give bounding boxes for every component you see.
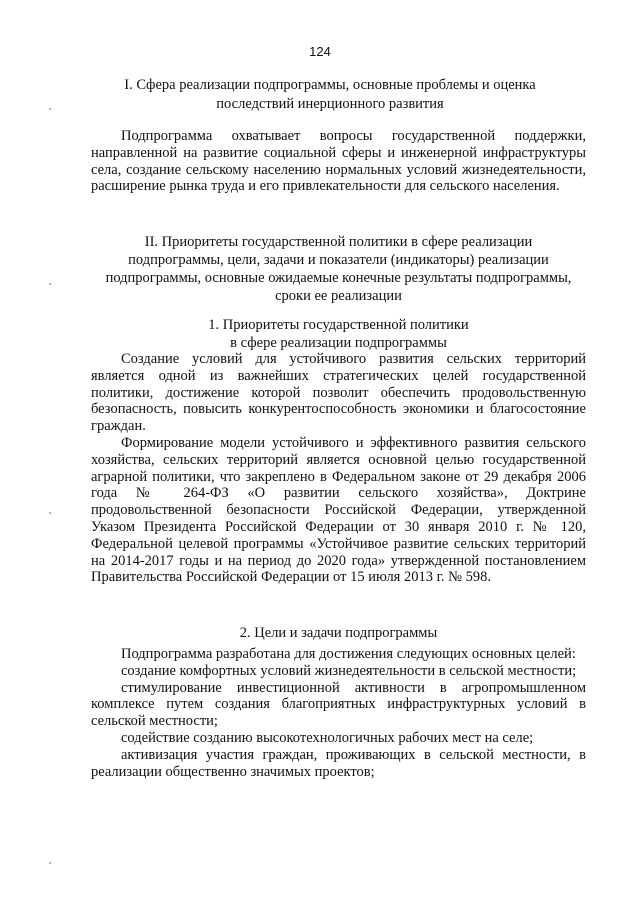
scan-speck	[49, 108, 51, 110]
section-2-heading	[91, 233, 586, 305]
paragraph: Подпрограмма охватывает вопросы государственной поддержки, направленной на развитие социальной сферы и инженерной инфраструктуры села, создание сельскому населению нормальных условий жизнедеятельности, расширение рынка труда и его привлекательности для сельского населения.	[91, 128, 586, 195]
list-item: создание комфортных условий жизнедеятельности в сельской местности;	[121, 662, 577, 679]
subsection-2-heading: 2. Цели и задачи подпрограммы	[239, 625, 438, 641]
section-2-heading-line: сроки ее реализации	[275, 288, 402, 304]
subsection-2-body	[91, 646, 586, 780]
paragraph: Подпрограмма разработана для достижения следующих основных целей:	[121, 646, 576, 662]
section-1-body	[91, 128, 586, 195]
subsection-1-body	[91, 351, 586, 586]
section-2-heading-line: II. Приоритеты государственной политики в сфере реализации	[144, 234, 533, 250]
section-1-heading	[90, 76, 570, 114]
subsection-1-heading	[91, 316, 586, 352]
section-1-heading-line: последствий инерционного развития	[216, 96, 444, 112]
subsection-1-heading-line: в сфере реализации подпрограммы	[230, 335, 447, 351]
subsection-1-heading-line: 1. Приоритеты государственной политики	[208, 317, 469, 333]
scan-speck	[49, 512, 51, 514]
section-2-heading-line: подпрограммы, цели, задачи и показатели (индикаторы) реализации	[128, 252, 549, 268]
page-number: 124	[309, 44, 331, 59]
scan-speck	[49, 862, 51, 864]
section-1-heading-line: I. Сфера реализации подпрограммы, основные проблемы и оценка	[124, 77, 536, 93]
paragraph: Создание условий для устойчивого развития сельских территорий является одной из важнейших стратегических целей государственной политики, достижение которой позволит обеспечить продовольственную безопасность, повысить конкурентоспособность экономики и благосостояние граждан.	[91, 351, 586, 435]
section-2-heading-line: подпрограммы, основные ожидаемые конечные результаты подпрограммы,	[105, 270, 572, 286]
scan-speck	[49, 283, 51, 285]
list-item: активизация участия граждан, проживающих в сельской местности, в реализации общественно значимых проектов;	[91, 746, 586, 780]
list-item: содействие созданию высокотехнологичных рабочих мест на селе;	[121, 729, 534, 746]
paragraph: Формирование модели устойчивого и эффективного развития сельского хозяйства, сельских территорий является основной целью государственной аграрной политики, что закреплено в Федеральном законе от 29 декабря 2006 года № 264-ФЗ «О развитии сельского хозяйства», Доктрине продовольственной безопасности Российской Федерации, утвержденной Указом Президента Российской Федерации от 30 января 2010 г. № 120, Федеральной целевой программы «Устойчивое развитие сельских территорий на 2014-2017 годы и на период до 2020 года» утвержденной постановлением Правительства Российской Федерации от 15 июля 2013 г. № 598.	[91, 434, 586, 586]
list-item: стимулирование инвестиционной активности в агропромышленном комплексе путем создания благоприятных инфраструктурных условий в сельской местности;	[91, 679, 586, 730]
